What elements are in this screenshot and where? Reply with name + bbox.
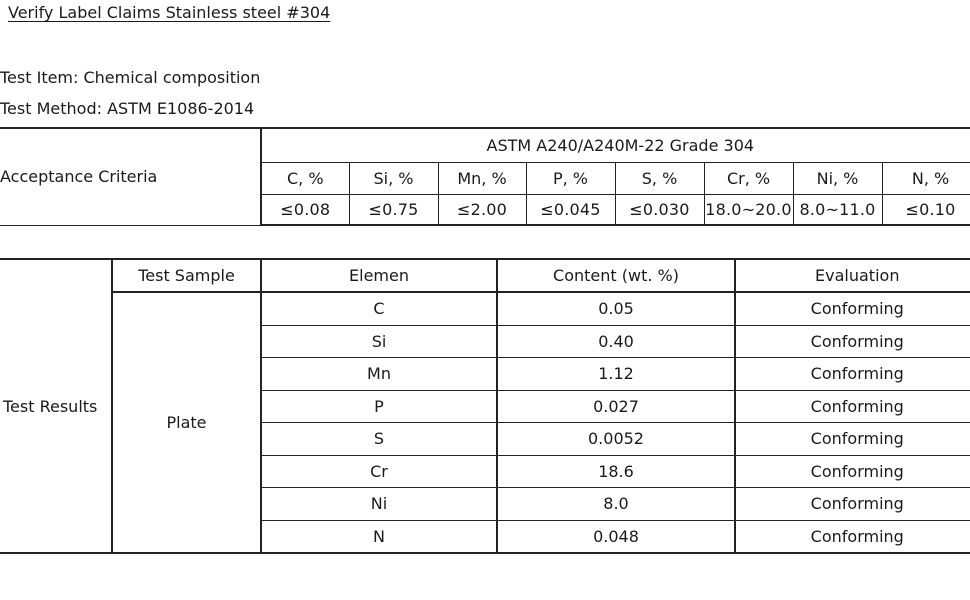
standard-name: ASTM A240/A240M-22 Grade 304 [261,128,970,163]
content-cell: 0.048 [497,520,735,553]
content-cell: 18.6 [497,455,735,488]
element-cell: Ni [261,488,497,521]
criteria-limit-p: ≤0.045 [526,195,615,226]
evaluation-cell: Conforming [735,520,970,553]
criteria-header-n: N, % [882,163,970,195]
test-method-text: Test Method: ASTM E1086-2014 [0,99,255,118]
test-results-label: Test Results [0,259,112,553]
element-cell: C [261,292,497,325]
criteria-limit-n: ≤0.10 [882,195,970,226]
evaluation-cell: Conforming [735,292,970,325]
criteria-header-ni: Ni, % [793,163,882,195]
table-row [0,292,970,325]
evaluation-cell: Conforming [735,455,970,488]
criteria-limit-mn: ≤2.00 [438,195,526,226]
content-cell: 1.12 [497,358,735,391]
evaluation-cell: Conforming [735,488,970,521]
content-cell: 0.05 [497,292,735,325]
criteria-limit-ni: 8.0~11.0 [793,195,882,226]
element-header: Elemen [261,259,497,292]
test-sample-header: Test Sample [112,259,261,292]
criteria-limit-c: ≤0.08 [261,195,349,226]
evaluation-cell: Conforming [735,358,970,391]
element-cell: Mn [261,358,497,391]
evaluation-cell: Conforming [735,325,970,358]
criteria-header-mn: Mn, % [438,163,526,195]
content-cell: 8.0 [497,488,735,521]
content-header: Content (wt. %) [497,259,735,292]
criteria-header-c: C, % [261,163,349,195]
test-results-table [0,258,970,554]
criteria-header-si: Si, % [349,163,438,195]
criteria-limit-si: ≤0.75 [349,195,438,226]
criteria-header-cr: Cr, % [704,163,793,195]
criteria-limit-cr: 18.0~20.0 [704,195,793,226]
element-cell: Si [261,325,497,358]
criteria-limit-s: ≤0.030 [615,195,704,226]
acceptance-criteria-table [0,127,970,226]
evaluation-cell: Conforming [735,390,970,423]
element-cell: N [261,520,497,553]
content-cell: 0.40 [497,325,735,358]
element-cell: P [261,390,497,423]
evaluation-cell: Conforming [735,423,970,456]
element-cell: Cr [261,455,497,488]
content-cell: 0.027 [497,390,735,423]
acceptance-criteria-label: Acceptance Criteria [0,128,261,225]
criteria-header-s: S, % [615,163,704,195]
test-sample-value: Plate [112,292,261,553]
test-item-text: Test Item: Chemical composition [0,68,261,87]
element-cell: S [261,423,497,456]
content-cell: 0.0052 [497,423,735,456]
criteria-header-p: P, % [526,163,615,195]
document-title: Verify Label Claims Stainless steel #304 [8,3,331,22]
evaluation-header: Evaluation [735,259,970,292]
